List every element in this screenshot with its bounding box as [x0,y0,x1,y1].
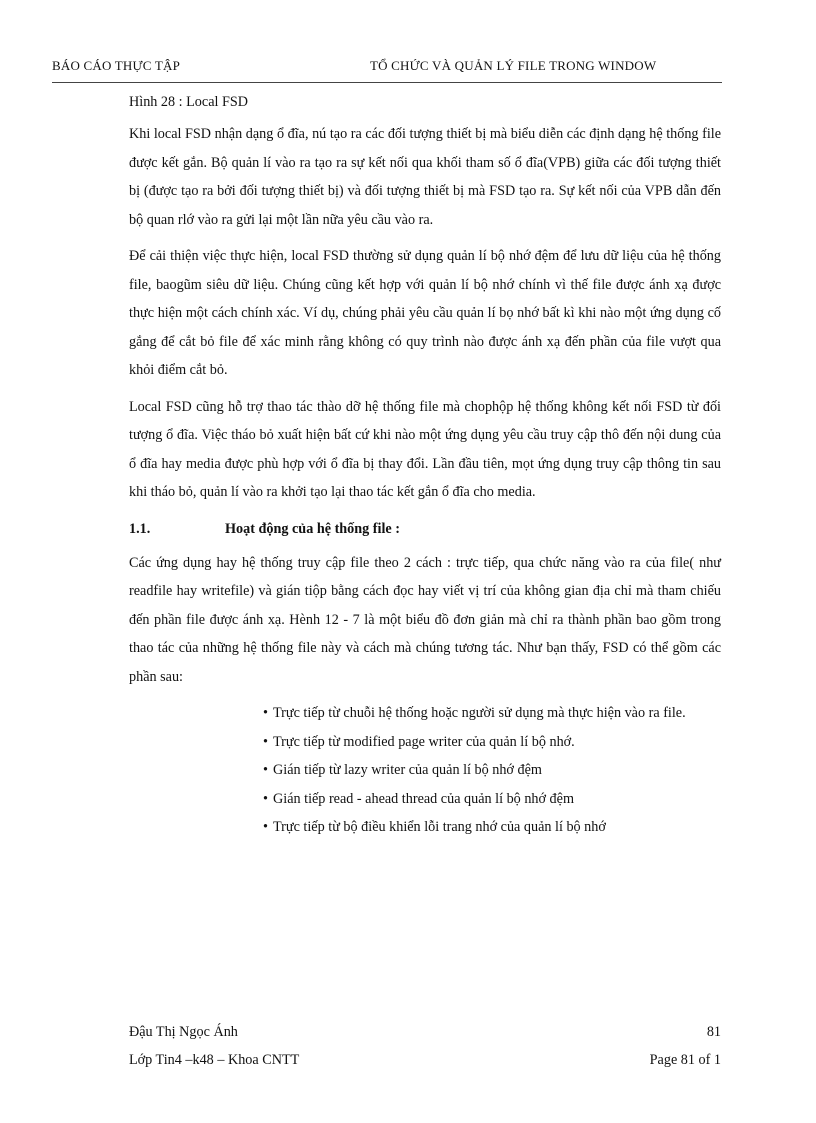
list-item-text: Trực tiếp từ chuỗi hệ thống hoặc người sử dụng mà thực hiện vào ra file. [273,705,686,721]
page-content [129,92,721,842]
paragraph-2: Để cải thiện việc thực hiện, local FSD thường sử dụng quản lí bộ nhớ đệm để lưu dữ liệu của hệ thống file, baogũm siêu dữ liệu. Chúng cũng kết hợp với quản lí bộ nhớ chính vì thế file được ánh xạ được thực hiện một cách chính xác. Ví dụ, chúng phải yêu cầu quản lí bọ nhớ bất kì khi nào một ứng dụng cố gắng để cắt bỏ file để xác minh rằng không có quy trình nào được ánh xạ đến phần của file vượt qua khỏi điểm cắt bỏ. [129,248,721,378]
bullet-icon: • [263,790,268,807]
list-item [263,728,721,757]
header-right-title: TỔ CHỨC VÀ QUẢN LÝ FILE TRONG WINDOW [370,58,657,73]
bullet-icon: • [263,819,268,835]
section-heading [129,515,721,543]
list-item [263,813,721,842]
section-title: Hoạt động của hệ thống file : [225,520,400,537]
bullet-icon: • [263,705,268,721]
list-item-text: Gián tiếp từ lazy writer của quản lí bộ nhớ đệm [273,762,542,778]
bullet-list [129,699,721,842]
list-item-text: Gián tiếp read - ahead thread của quản lí bộ nhớ đệm [273,790,574,807]
footer-page-number: 81 [706,1024,721,1040]
paragraph-3: Local FSD cũng hỗ trợ thao tác thào dỡ hệ thống file mà chophộp hệ thống không kết nối FSD từ đối tượng ổ đĩa. Việc tháo bỏ xuất hiện bất cứ khi nào một ứng dụng yêu cầu truy cập thô đến nội dung của ổ đĩa hay media được phù hợp với ổ đĩa bị thay đổi. Lần đầu tiên, mọt ứng dụng truy cập thông tin sau khi tháo bỏ, quản lí vào ra khởi tạo lại thao tác kết gắn ổ đĩa cho media. [129,398,721,500]
figure-caption: Hình 28 : Local FSD [129,94,249,110]
header-left-title: BÁO CÁO THỰC TẬP [52,58,181,73]
page-header [52,58,722,83]
footer-author: Đậu Thị Ngọc Ánh [129,1024,238,1040]
list-item-text: Trực tiếp từ modified page writer của quản lí bộ nhớ. [273,733,575,750]
paragraph-1: Khi local FSD nhận dạng ổ đĩa, nú tạo ra các đối tượng thiết bị mà biểu diễn các định dạng hệ thống file được kết gắn. Bộ quản lí vào ra tạo ra sự kết nối qua khối tham số ổ đĩa(VPB) giữa các đối tượng thiết bị (được tạo ra bởi đối tượng thiết bị) và đối tượng thiết bị mà FSD tạo ra. Sự kết nối của VPB dẫn đến bộ quan rlớ vào ra gửi lại một lần nữa yêu cầu vào ra. [129,126,721,228]
list-item [263,699,721,728]
list-item [263,756,721,785]
bullet-icon: • [263,762,268,778]
list-item-text: Trực tiếp từ bộ điều khiển lỗi trang nhớ của quản lí bộ nhớ [273,819,606,835]
section-paragraph: Các ứng dụng hay hệ thống truy cập file theo 2 cách : trực tiếp, qua chức năng vào ra của file( như readfile hay writefile) và gián tiộp bằng cách đọc hay viết vị trí của không gian địa chỉ mà tham chiếu đến phần file được ánh xạ. Hènh 12 - 7 là một biểu đồ đơn giản mà chỉ ra thành phần bao gồm trong thao tác của những hệ thống file này và cách mà chúng tương tác. Như bạn thấy, FSD có thể gồm các phần sau: [129,554,721,685]
bullet-icon: • [263,733,268,750]
footer-class-info: Lớp Tin4 –k48 – Khoa CNTT [129,1052,300,1068]
list-item [263,785,721,814]
footer-page-of: Page 81 of 1 [649,1052,721,1068]
section-number: 1.1. [129,520,151,537]
